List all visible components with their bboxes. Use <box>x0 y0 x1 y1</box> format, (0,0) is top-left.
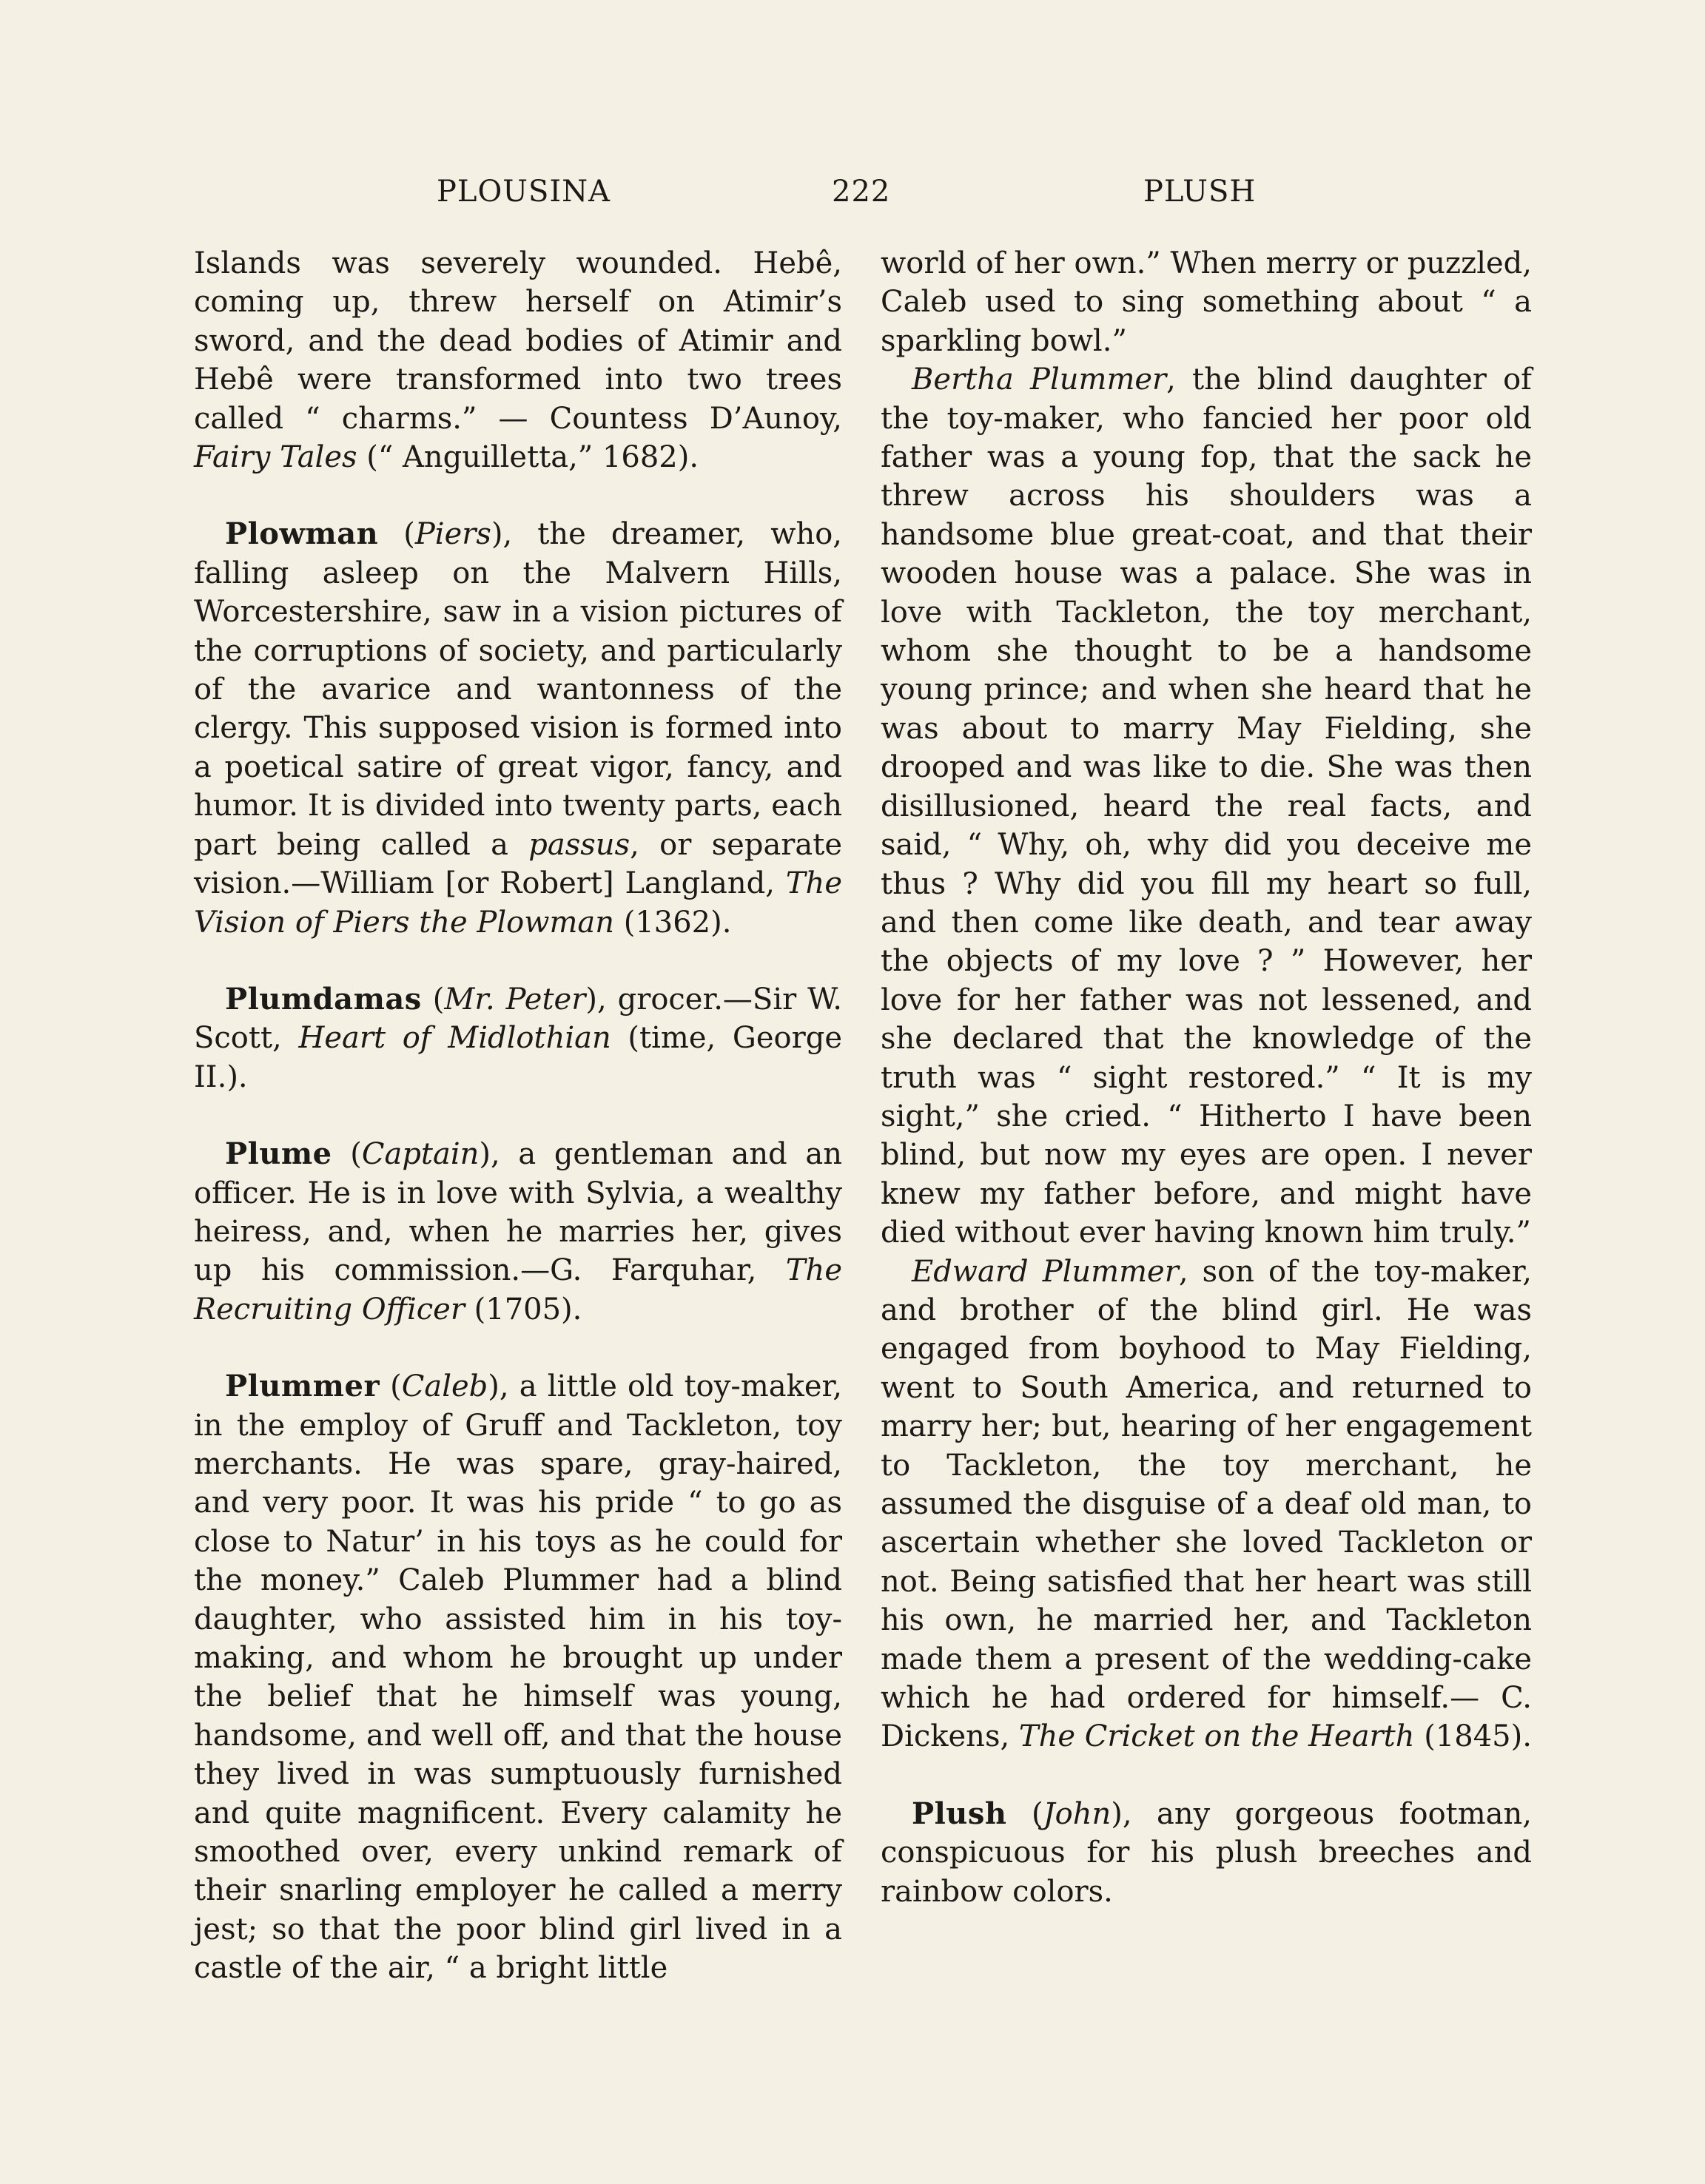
header-left-word: PLOUSINA <box>437 175 611 209</box>
entry-text: , or separate vision.—William [or Robert] Langland, <box>194 827 843 901</box>
entry-headword: Plush <box>912 1796 1007 1831</box>
entry-given-name: Caleb <box>401 1369 488 1404</box>
entry-bertha-plummer <box>881 360 1532 1252</box>
entry-headword: Plummer <box>225 1369 380 1404</box>
entry-text: ( <box>421 982 445 1017</box>
entry-subname: Bertha Plummer <box>912 363 1167 397</box>
entry-subname: Edward Plummer <box>912 1254 1179 1289</box>
entry-given-name: John <box>1043 1796 1112 1831</box>
right-column <box>881 244 1532 1911</box>
entry-text: Islands was severely wounded. Hebê, coming up, threw herself on Atimir’s sword, and the dead bodies of Atimir and Hebê were transformed into two trees called “ charms.” — Countess D’Aunoy, <box>194 246 842 436</box>
entry-plummer <box>194 1367 842 1988</box>
entry-text: ( <box>378 517 415 552</box>
entry-term: passus <box>528 827 630 862</box>
left-column <box>194 244 842 1988</box>
entry-headword: Plumdamas <box>225 981 422 1017</box>
continued-entry <box>194 244 842 476</box>
running-header <box>0 175 1705 219</box>
work-title: Fairy Tales <box>194 440 357 475</box>
entry-text: ), any gorgeous footman, conspicuous for his plush breeches and rainbow colors. <box>881 1796 1532 1909</box>
entry-text: (1705). <box>464 1292 582 1327</box>
entry-text: ), a gentleman and an officer. He is in love with Sylvia, a wealthy heiress, and, when he marries her, gives up his commission.—G. Farquhar, <box>194 1137 843 1288</box>
work-title: Heart of Midlothian <box>298 1021 611 1056</box>
entry-text: ), grocer.—Sir W. Scott, <box>194 982 842 1056</box>
entry-given-name: Captain <box>361 1137 480 1172</box>
entry-text: (time, George II.). <box>194 1021 842 1094</box>
entry-text: (“ Anguilletta,” 1682). <box>357 440 699 475</box>
entry-plush <box>881 1795 1532 1911</box>
entry-text: ), a little old toy-maker, in the employ of Gruff and Tackleton, toy merchants. He was spare, gray-haired, and very poor. It was his pride “ to go as close to Natur’ in his toys as he could for the money.” Caleb Plummer had a blind daughter, who assisted him in his toy-making, and whom he brought up under the belief that he himself was young, handsome, and well off, and that the house they lived in was sumptuously furnished and quite magnificent. Every calamity he smoothed over, every unkind remark of their snarling employer he called a merry jest; so that the poor blind girl lived in a castle of the air, “ a bright little <box>194 1369 843 1986</box>
work-title: The Recruiting Officer <box>194 1253 842 1327</box>
entry-plume <box>194 1135 842 1329</box>
entry-text: , son of the toy-maker, and brother of the blind girl. He was engaged from boyhood to May Fielding, went to South America, and returned to marry her; but, hearing of her engagement to Tackleton, the toy merchant, he assumed the disguise of a deaf old man, to ascertain whether she loved Tackleton or not. Being satisfied that her heart was still his own, he married her, and Tackleton made them a present of the wedding-cake which he had ordered for himself.— C. Dickens, <box>881 1254 1532 1754</box>
header-right-word: PLUSH <box>1143 175 1257 209</box>
entry-text: (1845). <box>1414 1719 1532 1754</box>
entry-headword: Plowman <box>225 516 379 552</box>
entry-headword: Plume <box>225 1136 332 1172</box>
entry-given-name: Mr. Peter <box>444 982 586 1017</box>
entry-text: ( <box>380 1369 402 1404</box>
work-title: The Vision of Piers the Plowman <box>194 866 842 940</box>
entry-plowman <box>194 515 842 941</box>
entry-text: ), the dreamer, who, falling asleep on the Malvern Hills, Worcestershire, saw in a vision pictures of the corruptions of society, and particularly of the avarice and wantonness of the clergy. This supposed vision is formed into a poetical satire of great vigor, fancy, and humor. It is divided into twenty parts, each part being called a <box>194 517 842 862</box>
entry-text: ( <box>1006 1796 1043 1831</box>
work-title: The Cricket on the Hearth <box>1018 1719 1415 1754</box>
entry-plumdamas <box>194 980 842 1096</box>
entry-text: , the blind daughter of the toy-maker, who fancied her poor old father was a young fop, that the sack he threw across his shoulders was a handsome blue great-coat, and that their wooden house was a palace. She was in love with Tackleton, the toy merchant, whom she thought to be a handsome young prince; and when she heard that he was about to marry May Fielding, she drooped and was like to die. She was then disillusioned, heard the real facts, and said, “ Why, oh, why did you deceive me thus ? Why did you fill my heart so full, and then come like death, and tear away the objects of my love ? ” However, her love for her father was not lessened, and she declared that the knowledge of the truth was “ sight restored.” “ It is my sight,” she cried. “ Hitherto I have been blind, but now my eyes are open. I never knew my father before, and might have died without ever having known him truly.” <box>881 363 1532 1250</box>
entry-edward-plummer <box>881 1253 1532 1756</box>
entry-text: (1362). <box>614 905 732 940</box>
entry-text: ( <box>332 1137 362 1172</box>
page-number: 222 <box>832 175 891 209</box>
entry-given-name: Piers <box>414 517 491 552</box>
continued-entry: world of her own.” When merry or puzzled, Caleb used to sing something about “ a sparkling bowl.” <box>881 246 1532 358</box>
